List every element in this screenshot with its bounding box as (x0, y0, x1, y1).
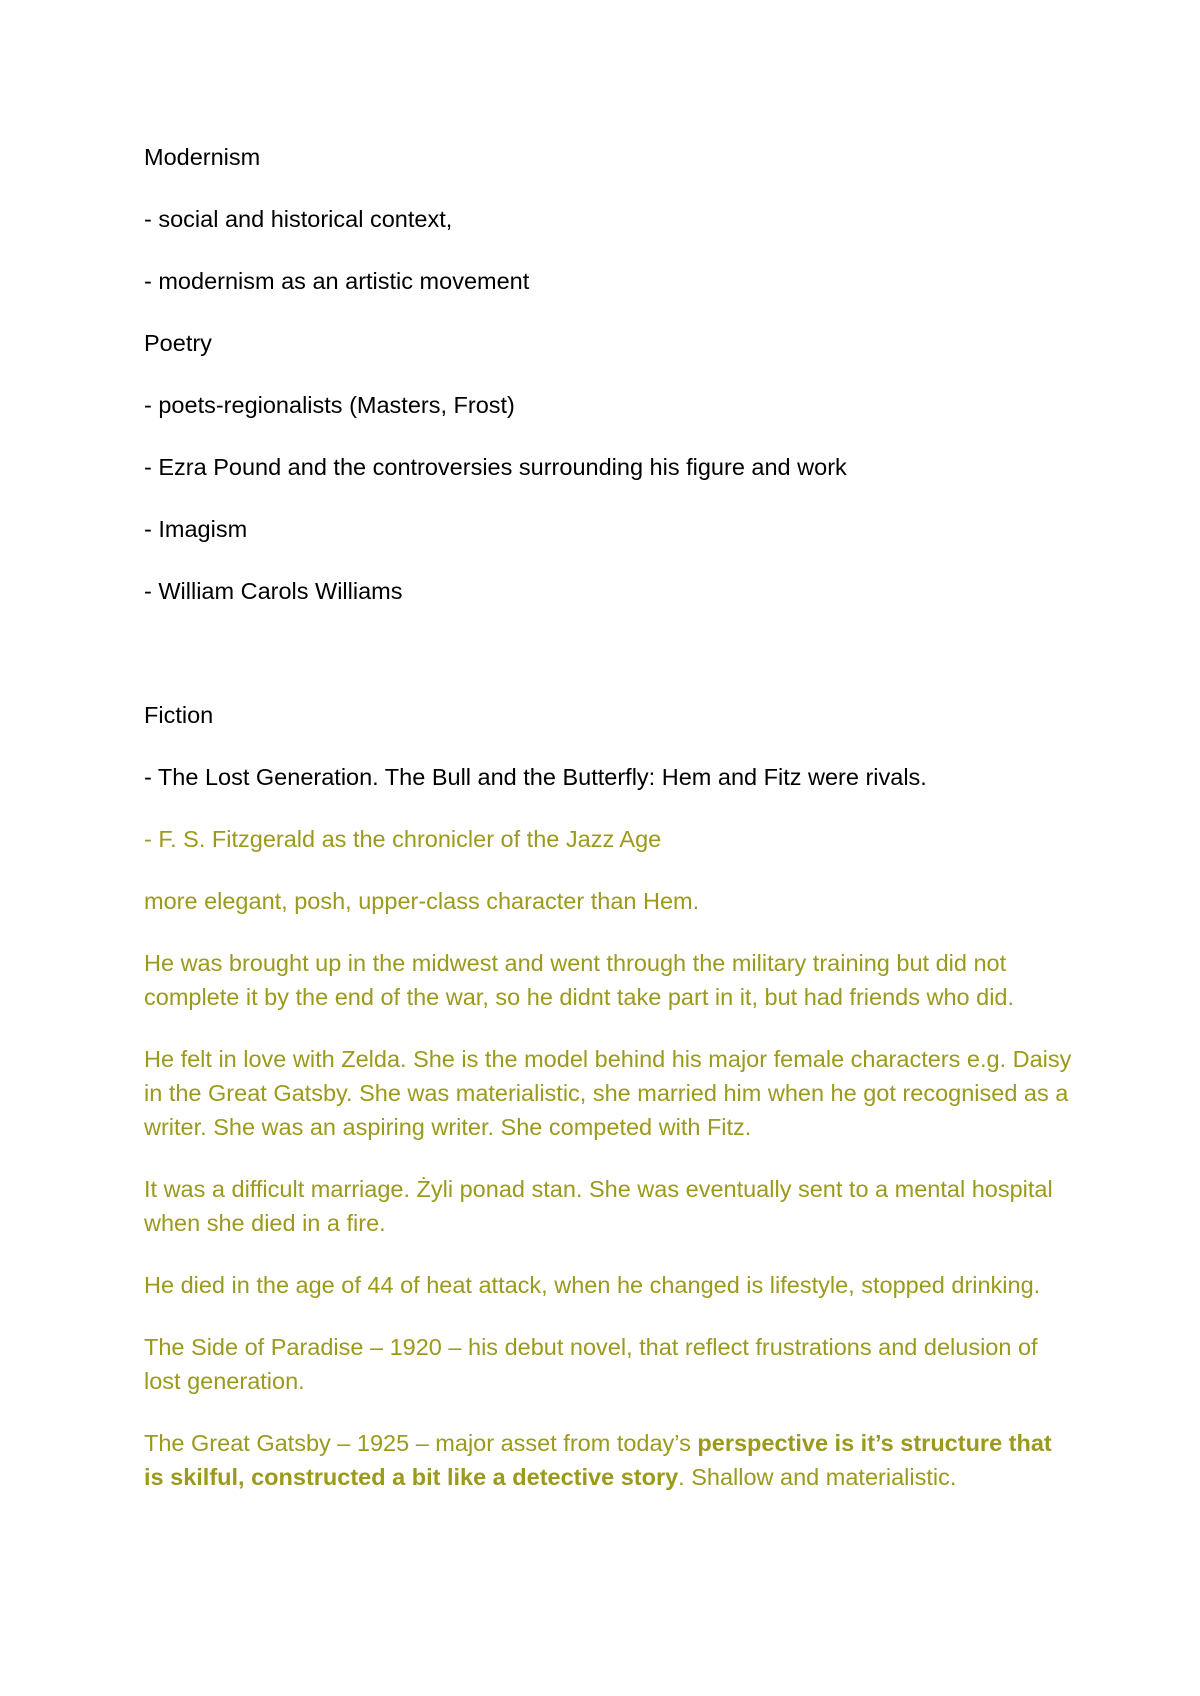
fiction-item-fitzgerald: - F. S. Fitzgerald as the chronicler of the Jazz Age (144, 826, 662, 852)
gatsby-text-bold: perspective is it’s structure that is skilful, constructed a bit like a detective story (144, 1430, 1052, 1490)
heading-poetry: Poetry (144, 330, 212, 356)
heading-fiction: Fiction (144, 702, 214, 728)
poetry-item-ezra-pound: - Ezra Pound and the controversies surrounding his figure and work (144, 454, 847, 480)
poetry-item-williams: - William Carols Williams (144, 578, 403, 604)
gatsby-text-end: . Shallow and materialistic. (678, 1464, 957, 1490)
modernism-item-movement: - modernism as an artistic movement (144, 268, 530, 294)
fitzgerald-paragraph: He felt in love with Zelda. She is the model behind his major female characters e.g. Daisy in the Great Gatsby. She was materialistic, she married him when he got recognised as a writer. She was an aspiring writer. She competed with Fitz. (144, 1046, 1072, 1140)
fitzgerald-paragraph: He died in the age of 44 of heat attack, when he changed is lifestyle, stopped drinking. (144, 1272, 1041, 1298)
poetry-item-regionalists: - poets-regionalists (Masters, Frost) (144, 392, 515, 418)
heading-modernism: Modernism (144, 144, 261, 170)
fitzgerald-paragraph-gatsby (144, 1426, 1074, 1494)
modernism-item-context: - social and historical context, (144, 206, 453, 232)
document-page (144, 140, 1074, 1522)
fitzgerald-paragraph: He was brought up in the midwest and went through the military training but did not complete it by the end of the war, so he didnt take part in it, but had friends who did. (144, 950, 1015, 1010)
fitzgerald-paragraph: It was a difficult marriage. Żyli ponad stan. She was eventually sent to a mental hospital when she died in a fire. (144, 1176, 1053, 1236)
fitzgerald-paragraph: The Side of Paradise – 1920 – his debut novel, that reflect frustrations and delusion of lost generation. (144, 1334, 1038, 1394)
blank-line (144, 636, 1074, 698)
fitzgerald-paragraph: more elegant, posh, upper-class character than Hem. (144, 888, 700, 914)
fiction-item-lost-generation: - The Lost Generation. The Bull and the Butterfly: Hem and Fitz were rivals. (144, 764, 927, 790)
gatsby-text-start: The Great Gatsby – 1925 – major asset from today’s (144, 1430, 698, 1456)
poetry-item-imagism: - Imagism (144, 516, 248, 542)
